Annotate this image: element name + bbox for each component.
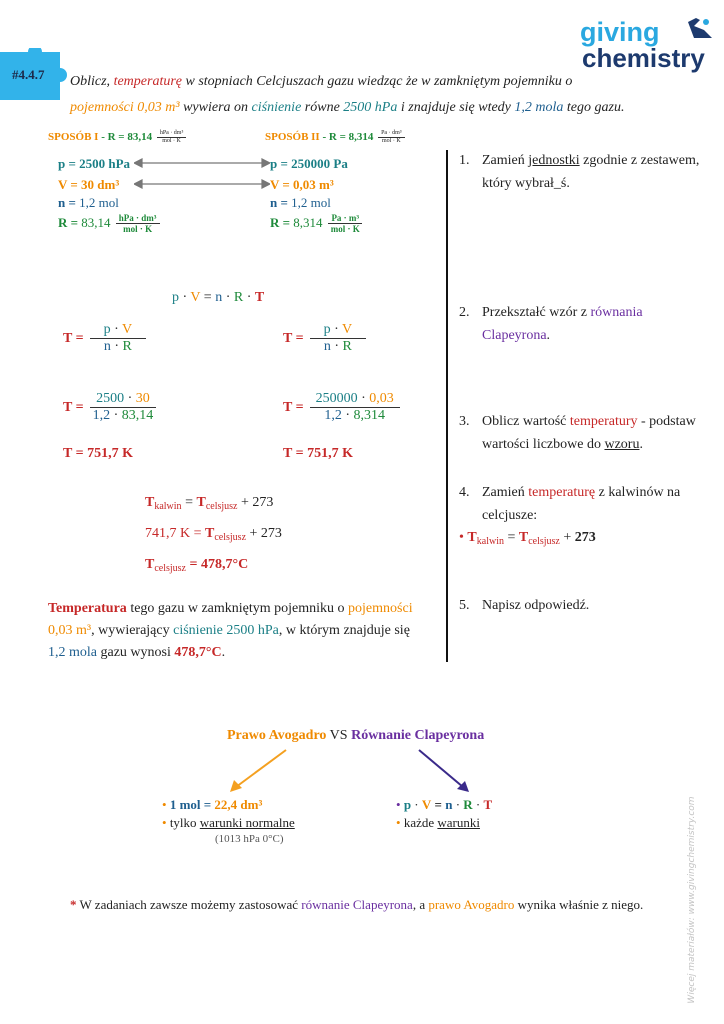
- step-2-clapeyron: równania Clapeyrona: [482, 305, 643, 343]
- avogadro-volume: 22,4 dm³: [214, 797, 263, 812]
- task-pressure-word: ciśnienie: [251, 100, 302, 115]
- footnote-f1: W zadaniach zawsze możemy zastosować: [76, 897, 302, 912]
- kelvin-line3-sub-c: celsjusz: [154, 563, 186, 574]
- step-2-t1: Przekształć wzór z: [482, 305, 591, 320]
- task-s11: tego gazu.: [563, 100, 625, 115]
- kelvin-line2-val: 741,7 K =: [145, 526, 206, 541]
- method2-r-label: R =: [270, 214, 291, 230]
- eq-dot-1: ·: [182, 290, 188, 305]
- avogadro-bullet-1: [162, 797, 262, 813]
- step-3-t3: - podstaw wartości liczbowe do: [482, 414, 696, 452]
- bullet-dot-icon: •: [162, 797, 167, 812]
- avogadro-only: tylko: [169, 815, 200, 830]
- calc2-num-p: p: [323, 322, 331, 337]
- calc1-val-pressure: 2500: [96, 391, 125, 406]
- compare-clapeyron: Równanie Clapeyrona: [351, 728, 485, 743]
- method1-r-label: R =: [58, 214, 79, 230]
- clapeyron-every: każde: [403, 815, 438, 830]
- footnote-f5: wynika właśnie z niego.: [514, 897, 644, 912]
- arrow-to-avogadro-icon: [222, 747, 290, 797]
- method2-gas-constant: [270, 213, 363, 235]
- task-s3: w stopniach Celcjuszach gazu wiedząc że w zamkniętym pojemniku o: [182, 74, 573, 89]
- avogadro-1-mol: 1 mol =: [169, 797, 215, 812]
- step-3-t5: .: [639, 437, 643, 452]
- clapeyron-bullet-1: [396, 797, 492, 813]
- clapeyron-conditions: warunki: [437, 815, 480, 830]
- step4-val: 273: [574, 530, 596, 545]
- answer-result: 478,7°C: [174, 645, 222, 660]
- step-5-number: 5.: [459, 598, 470, 613]
- bullet-dot-icon: •: [396, 815, 401, 830]
- footnote-star: *: [70, 897, 77, 912]
- calc1-num-p: p: [103, 322, 111, 337]
- method2-header: [265, 130, 405, 145]
- step-2-t3: .: [546, 328, 551, 343]
- method1-r-unit-num: hPa · dm³: [116, 213, 160, 224]
- task-moles: 1,2 mola: [514, 100, 564, 115]
- answer-paragraph: [48, 598, 438, 664]
- cl-t: T: [483, 797, 493, 812]
- calc1-den-r: R: [122, 339, 132, 355]
- calc2-num-v: V: [341, 322, 353, 337]
- eq-n: n: [215, 290, 223, 305]
- cl-dot-2: ·: [455, 797, 461, 812]
- answer-a5: , wywierający: [91, 623, 174, 638]
- cl-v: V: [421, 797, 432, 812]
- step-4-number: 4.: [459, 485, 470, 500]
- step-5-text: Napisz odpowiedź.: [482, 598, 590, 613]
- task-s7: równe: [301, 100, 344, 115]
- bullet-dot-icon: •: [162, 815, 167, 830]
- brand-logo: [580, 14, 716, 76]
- kelvin-line3-t: T: [145, 557, 155, 572]
- method2-unit-num: Pa · dm³: [378, 130, 404, 138]
- calc1-t-equals: T =: [63, 330, 84, 346]
- cl-p: p: [403, 797, 412, 812]
- eq-v: V: [190, 290, 201, 305]
- eq-t: T: [254, 290, 265, 305]
- cl-dot-1: ·: [414, 797, 419, 812]
- kelvin-line2-sub-c: celsjusz: [214, 532, 247, 543]
- cl-r: R: [463, 797, 473, 812]
- method2-r: - R = 8,314: [319, 130, 374, 143]
- calc1-den-n: n: [103, 339, 111, 355]
- calc1-result: T = 751,7 K: [63, 446, 133, 461]
- eq-dot-3: ·: [246, 290, 252, 305]
- calc1-val-moles: 1,2: [92, 408, 111, 424]
- method1-r-unit-den: mol · K: [123, 224, 153, 235]
- step4-sub-k: kalwin: [476, 536, 504, 547]
- method1-pressure: p = 2500 hPa: [58, 156, 131, 171]
- kelvin-line2-plus: + 273: [246, 526, 282, 541]
- step-1-t3: zgodnie z zestawem, który wybrał_ś.: [482, 153, 700, 191]
- watermark: Więcej materiałów: www.givingchemistry.com: [687, 796, 697, 1004]
- method1-volume: V = 30 dm³: [58, 177, 120, 192]
- avogadro-normal-conditions: warunki normalne: [199, 815, 295, 830]
- calc1-formula: T = $\frac{p \cdot V}{n \cdot R}$: [63, 322, 146, 355]
- calc2-result: T = 751,7 K: [283, 446, 353, 461]
- task-s1: Oblicz,: [70, 74, 114, 89]
- step4-sub-c: celsjusz: [528, 536, 560, 547]
- step4-eq: =: [503, 530, 519, 545]
- step4-t1: T: [467, 530, 477, 545]
- footnote-avogadro: prawo Avogadro: [428, 897, 515, 912]
- method2-pressure: p = 250000 Pa: [270, 156, 348, 171]
- step4-t2: T: [518, 530, 529, 545]
- compare-avogadro: Prawo Avogadro: [227, 728, 327, 743]
- method1-unit-num: hPa · dm³: [157, 130, 186, 138]
- step-1-number: 1.: [459, 153, 470, 168]
- method2-unit-den: mol · K: [381, 137, 401, 144]
- avogadro-conditions: (1013 hPa 0°C): [215, 833, 284, 845]
- logo-line-1: giving: [580, 17, 660, 47]
- calc1-values-t-equals: T =: [63, 399, 84, 415]
- method1-unit-den: mol · K: [162, 137, 181, 144]
- kelvin-eq: =: [181, 495, 197, 510]
- task-number: #4.4.7: [12, 67, 45, 82]
- answer-a7: , w którym znajduje się: [278, 623, 410, 638]
- method1-r-value: 83,14: [81, 214, 111, 230]
- method2-r-unit-den: mol · K: [330, 224, 360, 235]
- step4-plus: +: [559, 530, 575, 545]
- answer-a2: tego gazu w zamkniętym pojemniku o: [126, 601, 349, 616]
- logo-line-2: chemistry: [582, 43, 705, 73]
- method1-header: [48, 130, 186, 145]
- method1-moles: [58, 195, 119, 211]
- calc2-val-pressure: 250000: [315, 391, 358, 406]
- kelvin-substituted: [145, 526, 282, 543]
- kelvin-sub-c: celsjusz: [205, 501, 238, 512]
- step-4-bullet: [459, 530, 596, 547]
- answer-period: .: [221, 645, 226, 660]
- bullet-dot-icon: •: [459, 530, 464, 545]
- answer-moles: 1,2 mola: [48, 645, 97, 660]
- vertical-divider: [446, 150, 448, 662]
- task-temperature: temperaturę: [113, 74, 182, 89]
- calc2-den-r: R: [342, 339, 352, 355]
- answer-volume-value: 0,03 m³: [48, 623, 92, 638]
- step-4-temperature: temperaturę: [528, 485, 596, 500]
- answer-a9: gazu wynosi: [97, 645, 175, 660]
- calc2-values-t-equals: T =: [283, 399, 304, 415]
- clapeyron-bullet-2: [396, 815, 480, 831]
- method1-label: SPOSÓB I: [48, 130, 99, 143]
- calc2-t-equals: T =: [283, 330, 304, 346]
- clapeyron-equation: [172, 290, 264, 306]
- eq-dot-2: ·: [225, 290, 231, 305]
- calc1-val-r: 83,14: [121, 408, 154, 424]
- answer-pressure: ciśnienie 2500 hPa: [173, 623, 279, 638]
- method1-n-value: 1,2 mol: [79, 195, 119, 210]
- kelvin-line3-eq: = 478,7°C: [186, 557, 249, 572]
- eq-r: R: [233, 290, 244, 305]
- cl-eq: =: [434, 797, 442, 812]
- method2-n-label: n =: [270, 195, 288, 210]
- method2-label: SPOSÓB II: [265, 130, 320, 143]
- double-arrow-icon: [134, 157, 270, 191]
- task-volume: pojemności 0,03 m³: [70, 100, 180, 115]
- step-3-number: 3.: [459, 414, 470, 429]
- answer-volume-word: pojemności: [348, 601, 413, 616]
- kelvin-formula: [145, 495, 273, 512]
- method2-volume: V = 0,03 m³: [270, 177, 334, 192]
- step-3-t1: Oblicz wartość: [482, 414, 570, 429]
- bullet-dot-icon: •: [396, 797, 401, 812]
- step-3-formula: wzoru: [604, 437, 640, 452]
- method2-r-unit-num: Pa · m³: [328, 213, 362, 224]
- eq-equals: =: [203, 290, 212, 305]
- calc2-val-volume: 0,03: [369, 391, 394, 406]
- step-1-t1: Zamień: [482, 153, 529, 168]
- footnote-clapeyron: równanie Clapeyrona: [301, 897, 413, 912]
- kelvin-t2: T: [196, 495, 206, 510]
- task-s9: i znajduje się wtedy: [397, 100, 515, 115]
- task-s5: wywiera on: [179, 100, 252, 115]
- answer-temperature: Temperatura: [48, 601, 127, 616]
- calc1-num-v: V: [121, 322, 133, 337]
- calc2-val-r: 8,314: [353, 408, 385, 424]
- calc1-values: T = $\frac{2500 \cdot 30}{1,2 \cdot 83,14}$: [63, 391, 156, 424]
- cl-dot-3: ·: [475, 797, 481, 812]
- eq-p: p: [172, 290, 179, 305]
- compare-vs: VS: [326, 728, 352, 743]
- method1-r: - R = 83,14: [98, 130, 153, 143]
- method1-n-label: n =: [58, 195, 76, 210]
- step-4-t1: Zamień: [482, 485, 529, 500]
- kelvin-t1: T: [145, 495, 155, 510]
- method2-r-value: 8,314: [293, 214, 323, 230]
- avogadro-bullet-2: [162, 815, 295, 831]
- step-1-units: jednostki: [528, 153, 580, 168]
- kelvin-plus: + 273: [237, 495, 274, 510]
- method2-moles: [270, 195, 331, 211]
- arrow-to-clapeyron-icon: [415, 747, 475, 797]
- step-4-t3: z kalwinów na celcjusze:: [482, 485, 681, 523]
- footnote: [70, 894, 650, 916]
- comparison-title: [227, 728, 484, 744]
- calc2-den-n: n: [323, 339, 331, 355]
- kelvin-result: [145, 557, 248, 574]
- flask-icon: [680, 14, 716, 44]
- calc2-val-moles: 1,2: [324, 408, 342, 424]
- calc2-values: T = $\frac{250000 \cdot 0,03}{1,2 \cdot 8,314}$: [283, 391, 400, 424]
- kelvin-line2-t: T: [205, 526, 215, 541]
- footnote-f3: , a: [412, 897, 429, 912]
- calc1-val-volume: 30: [135, 391, 150, 406]
- kelvin-sub-k: kalwin: [154, 501, 182, 512]
- step-2-number: 2.: [459, 305, 470, 320]
- calc2-formula: T = $\frac{p \cdot V}{n \cdot R}$: [283, 322, 366, 355]
- cl-n: n: [445, 797, 453, 812]
- step-3-temperature: temperatury: [569, 414, 638, 429]
- method2-n-value: 1,2 mol: [291, 195, 331, 210]
- task-pressure-value: 2500 hPa: [343, 100, 398, 115]
- task-text: [70, 69, 670, 121]
- method1-gas-constant: [58, 213, 160, 235]
